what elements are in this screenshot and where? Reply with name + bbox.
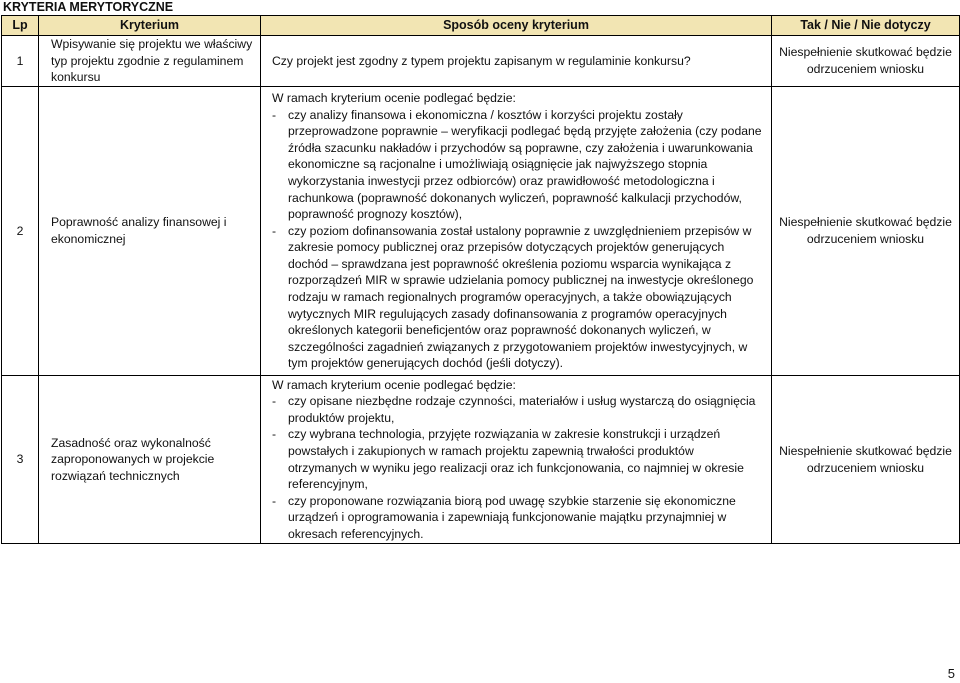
header-lp: Lp (2, 16, 39, 36)
list-item (272, 107, 765, 223)
evaluation-method (261, 87, 772, 376)
list-item-text: czy poziom dofinansowania został ustalony poprawnie z uwzględnieniem przepisów w zakresie pomocy publicznej oraz przepisów dotyczących projektów generujących dochód – sprawdzana jest poprawność określenia poziomu wsparcia wynikająca z rozporządzeń MIR w sprawie udzielania pomocy publicznej na inwestycje określonego rodzaju w ramach regionalnych programów operacyjnych, a także obowiązujących wytycznych MIR regulujących zasady dofinansowania z programów operacyjnych określonych kategorii beneficjentów oraz poprawność dokonanych wyliczeń, w szczególności zagadnień związanych z przygotowaniem projektów inwestycyjnych, w tym projektów generujących dochód (jeśli dotyczy). (288, 223, 754, 371)
header-verdict: Tak / Nie / Nie dotyczy (772, 16, 960, 36)
list-item-text: czy analizy finansowa i ekonomiczna / kosztów i korzyści projektu zostały przeprowadzone poprawnie – weryfikacji podlegać będą przyjęte założenia (czy podane źródła szacunku nakładów i przychodów są poprawne, czy założenia i uwarunkowania ekonomiczne są racjonalne i umożliwiają osiągnięcie jak najwyższego stopnia wykorzystania inwestycji przez odbiorców) oraz prawidłowość metodologiczna i rachunkowa (poprawność dokonanych wyliczeń, poprawność kalkulacji przychodów, poprawność prognozy kosztów), (288, 107, 762, 222)
list-item-text: czy wybrana technologia, przyjęte rozwiązania w zakresie konstrukcji i urządzeń powstałych i zakupionych w ramach projektu zapewnią trwałości produktów otrzymanych w wyniku jego realizacji oraz ich funkcjonowania, co najmniej w okresie referencyjnym, (288, 427, 744, 492)
header-criterion: Kryterium (39, 16, 261, 36)
list-item-text: czy proponowane rozwiązania biorą pod uwagę szybkie starzenie się ekonomiczne urządzeń i oprogramowania i zapewniają funkcjonowanie majątku przynajmniej w okresach referencyjnych. (288, 493, 736, 541)
table-row (2, 36, 960, 87)
criterion-name: Poprawność analizy finansowej i ekonomicznej (39, 87, 261, 376)
verdict-text: Niespełnienie skutkować będzie odrzuceniem wniosku (772, 376, 960, 544)
dash-marker: - (272, 493, 277, 508)
method-intro: W ramach kryterium ocenie podlegać będzie: (272, 377, 516, 392)
table-row (2, 376, 960, 544)
table-header-row (2, 16, 960, 36)
table-row (2, 87, 960, 376)
dash-marker: - (272, 394, 277, 409)
evaluation-method: Czy projekt jest zgodny z typem projektu zapisanym w regulaminie konkursu? (261, 36, 772, 87)
method-intro: W ramach kryterium ocenie podlegać będzie: (272, 90, 516, 105)
row-number: 2 (2, 87, 39, 376)
list-item (272, 393, 765, 426)
evaluation-method (261, 376, 772, 544)
row-number: 1 (2, 36, 39, 87)
dash-marker: - (272, 107, 277, 122)
list-item (272, 493, 765, 543)
check-list (272, 393, 765, 542)
list-item (272, 223, 765, 372)
list-item-text: czy opisane niezbędne rodzaje czynności, materiałów i usług wystarczą do osiągnięcia produktów projektu, (288, 394, 756, 425)
criterion-name: Zasadność oraz wykonalność zaproponowanych w projekcie rozwiązań technicznych (39, 376, 261, 544)
check-list (272, 107, 765, 373)
verdict-text: Niespełnienie skutkować będzie odrzuceniem wniosku (772, 87, 960, 376)
row-number: 3 (2, 376, 39, 544)
list-item (272, 426, 765, 492)
verdict-text: Niespełnienie skutkować będzie odrzuceniem wniosku (772, 36, 960, 87)
header-method: Sposób oceny kryterium (261, 16, 772, 36)
page-number: 5 (947, 666, 955, 681)
page-title: KRYTERIA MERYTORYCZNE (3, 0, 174, 14)
criteria-table (1, 15, 960, 544)
dash-marker: - (272, 427, 277, 442)
criterion-name: Wpisywanie się projektu we właściwy typ projektu zgodnie z regulaminem konkursu (39, 36, 261, 87)
dash-marker: - (272, 223, 277, 238)
